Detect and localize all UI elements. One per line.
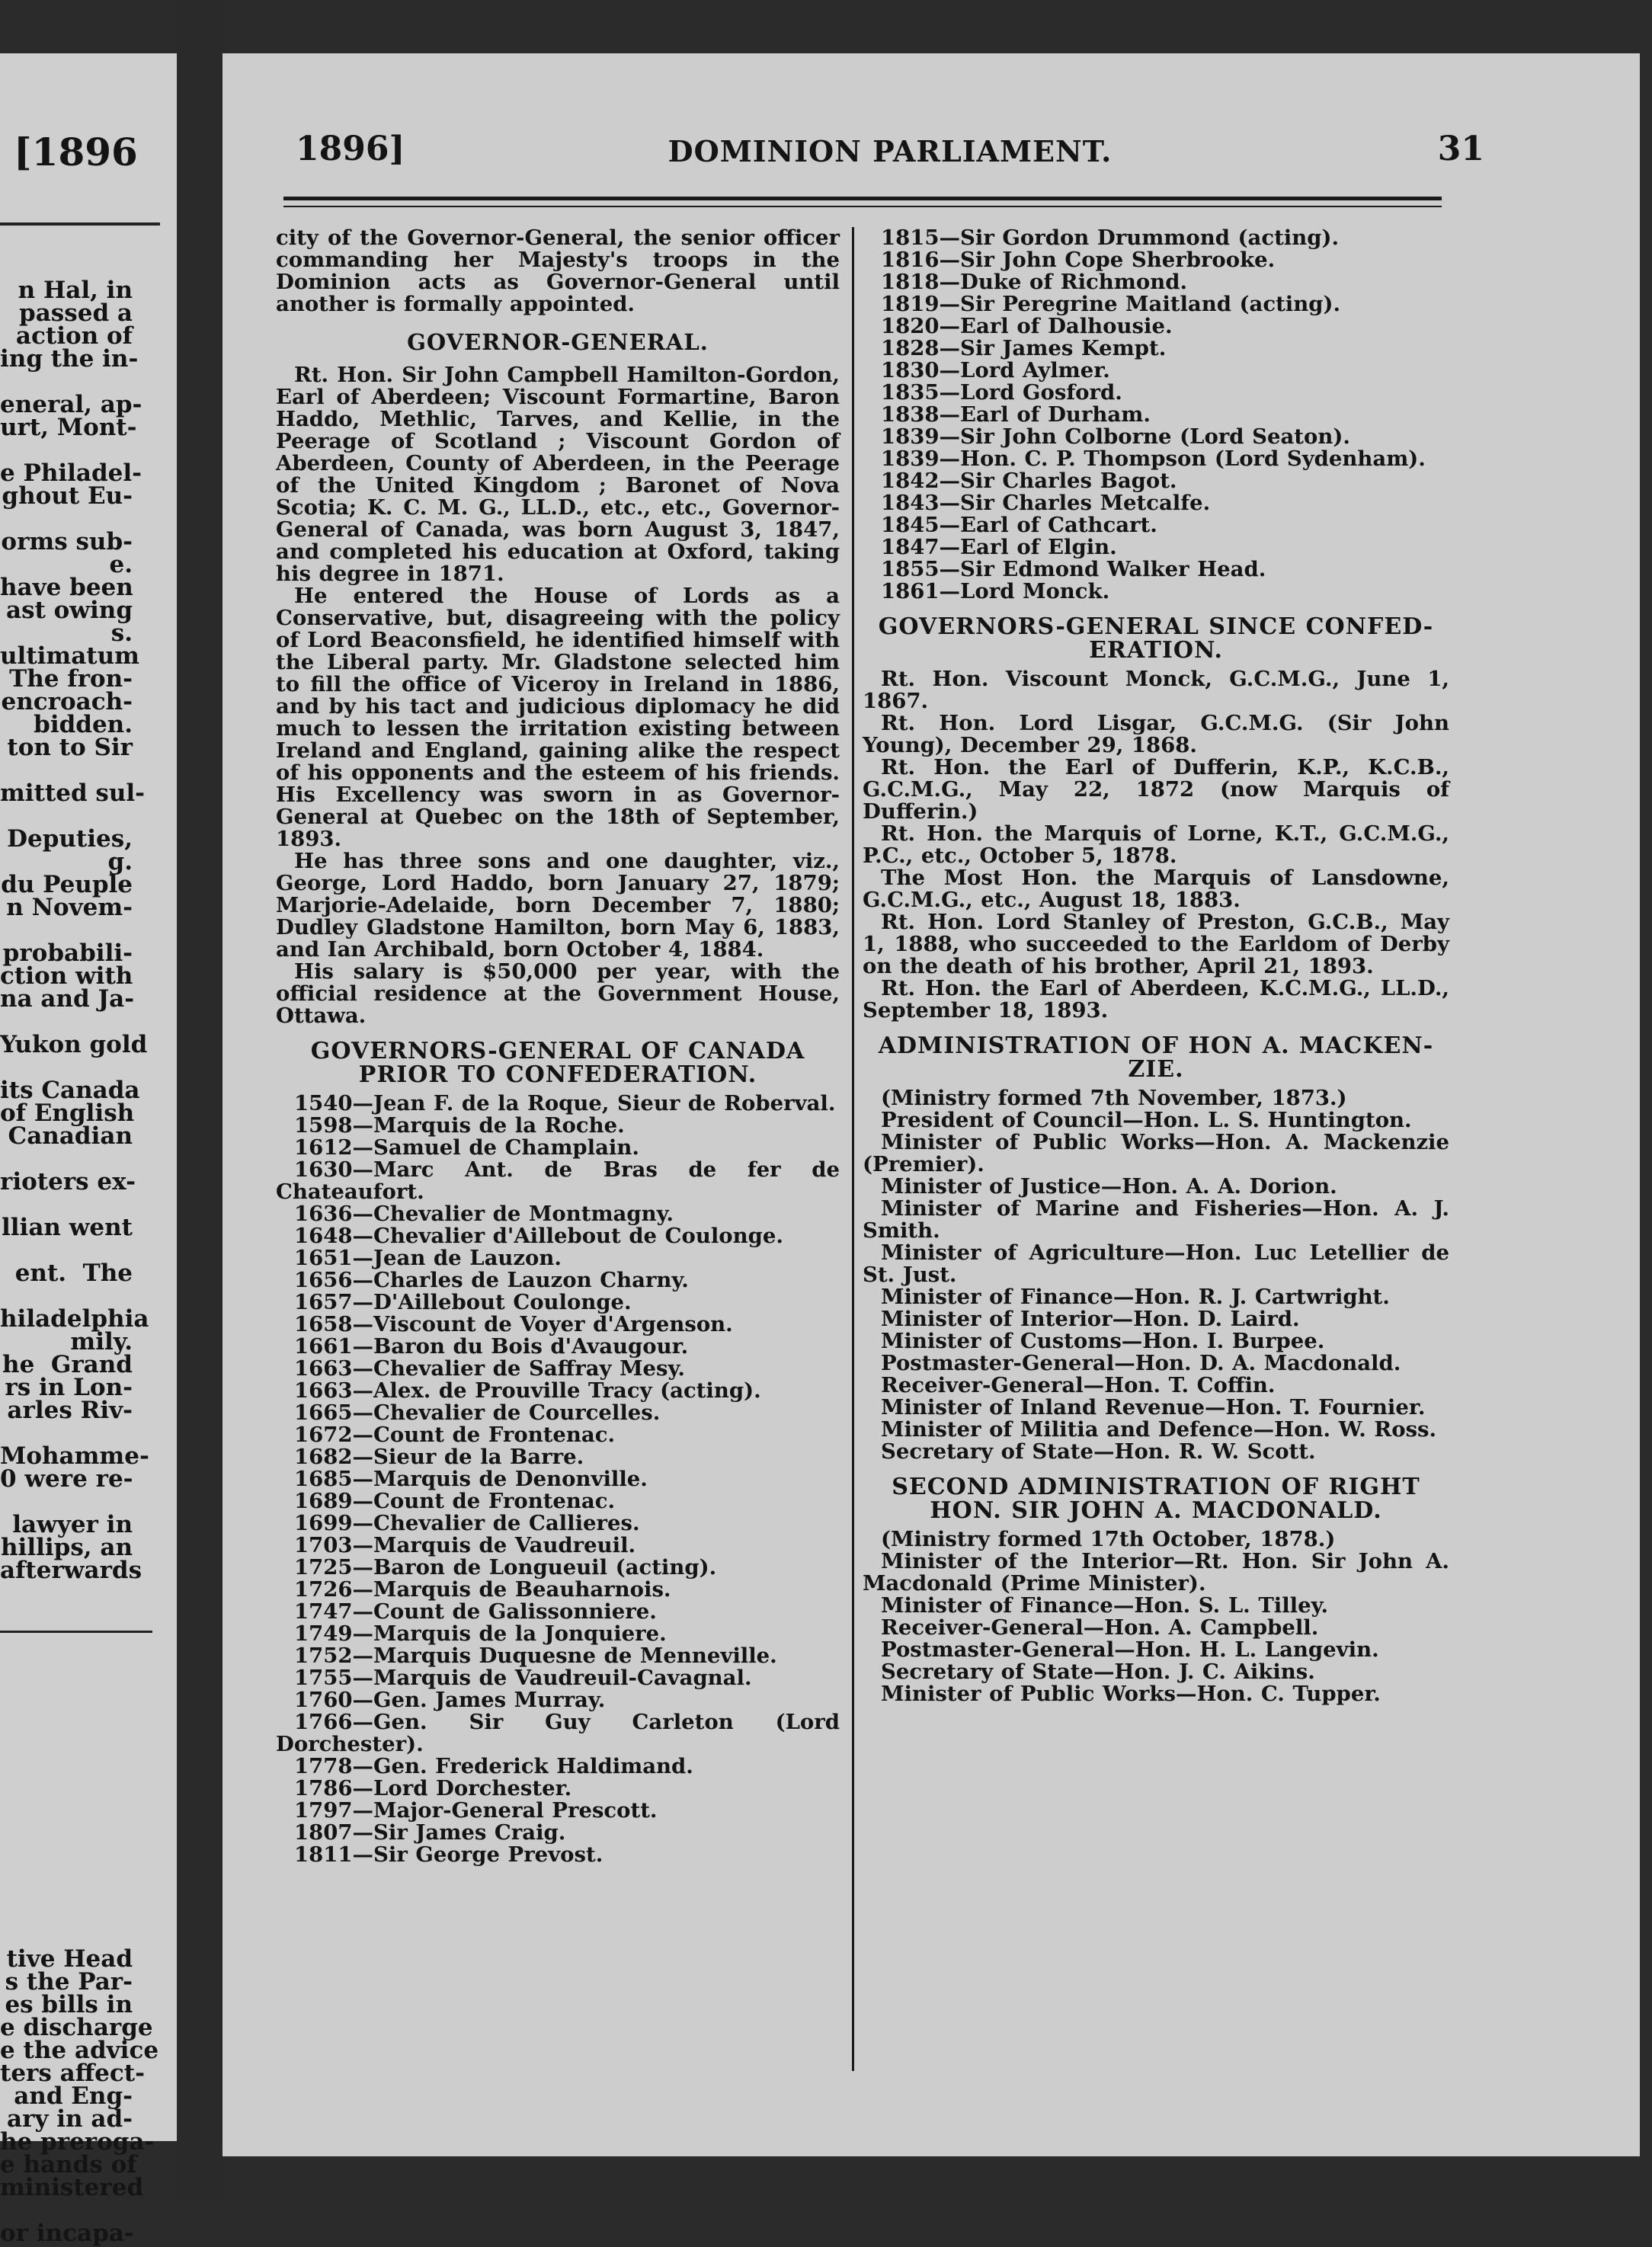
list-item: 1760—Gen. James Murray. xyxy=(294,1688,606,1712)
list-item: 1747—Count de Galissonniere. xyxy=(294,1599,657,1624)
bio-paragraph-3: He has three sons and one daughter, viz., George, Lord Haddo, born January 27, 1879; Marjorie-Adelaide, born December 7, 1880; Dudley Gladstone Hamilton, born May 6, 1883, and Ian Archibald, born October 4, 1884. xyxy=(276,849,840,962)
left-page-line: rs in Lon- xyxy=(5,1374,133,1401)
left-page-line xyxy=(0,439,133,462)
left-page-line: es bills in xyxy=(5,1991,133,2018)
since-heading xyxy=(863,615,1449,662)
list-item: 1663—Chevalier de Saffray Mesy. xyxy=(294,1356,685,1381)
list-item: 1651—Jean de Lauzon. xyxy=(294,1246,562,1270)
left-page-line: hiladelphia xyxy=(0,1305,149,1333)
gg-heading: GOVERNOR-GENERAL. xyxy=(407,329,709,355)
left-page-line: encroach- xyxy=(1,688,133,715)
list-item: Rt. Hon. the Marquis of Lorne, K.T., G.C.M.G., P.C., etc., October 5, 1878. xyxy=(863,821,1449,868)
left-page-line: s. xyxy=(110,619,133,647)
list-item: Secretary of State—Hon. J. C. Aikins. xyxy=(881,1660,1315,1684)
left-page-line: he Grand xyxy=(2,1351,133,1378)
list-item: Rt. Hon. the Earl of Aberdeen, K.C.M.G., LL.D., September 18, 1893. xyxy=(863,976,1449,1023)
book-gutter xyxy=(177,0,223,2201)
left-page-line: g. xyxy=(107,848,133,875)
list-item: 1682—Sieur de la Barre. xyxy=(294,1445,584,1469)
left-page-line: eneral, ap- xyxy=(0,391,142,418)
left-page-header: [1896 xyxy=(14,130,138,174)
left-page-line: ministered xyxy=(0,2174,144,2201)
header-rule xyxy=(283,197,1442,200)
list-item: 1839—Sir John Colborne (Lord Seaton). xyxy=(881,424,1350,449)
left-page-line: mily. xyxy=(70,1328,133,1356)
list-item: 1636—Chevalier de Montmagny. xyxy=(294,1202,674,1226)
list-item: 1838—Earl of Durham. xyxy=(881,402,1151,427)
left-page-line: urt, Mont- xyxy=(0,414,137,441)
left-page-line: probabili- xyxy=(2,939,133,967)
list-item: 1540—Jean F. de la Roque, Sieur de Roberval. xyxy=(294,1091,836,1115)
list-item: Minister of Finance—Hon. S. L. Tilley. xyxy=(881,1593,1329,1618)
list-item: Minister of Militia and Defence—Hon. W. Ross. xyxy=(881,1417,1437,1442)
left-page-line: 0 were re- xyxy=(0,1465,133,1493)
left-page-line xyxy=(0,1856,133,1879)
prior-heading-line-2: PRIOR TO CONFEDERATION. xyxy=(358,1061,757,1088)
mackenzie-heading xyxy=(863,1034,1449,1081)
list-item: Minister of Public Works—Hon. C. Tupper. xyxy=(881,1682,1381,1706)
list-item: 1842—Sir Charles Bagot. xyxy=(881,469,1177,493)
left-page-line: rioters ex- xyxy=(0,1168,136,1196)
list-item: Minister of the Interior—Rt. Hon. Sir John A. Macdonald (Prime Minister). xyxy=(863,1549,1449,1596)
left-page-line: ast owing xyxy=(5,597,133,624)
intro-paragraph: city of the Governor-General, the senior officer commanding her Majesty's troops in the Dominion acts as Governor-General until another is formally appointed. xyxy=(276,226,840,316)
list-item: President of Council—Hon. L. S. Huntington. xyxy=(881,1108,1412,1132)
left-page-line: lawyer in xyxy=(12,1511,133,1538)
left-page-line: have been xyxy=(0,574,133,601)
list-item: 1665—Chevalier de Courcelles. xyxy=(294,1400,661,1425)
column-right xyxy=(863,227,1449,1705)
list-item: 1843—Sir Charles Metcalfe. xyxy=(881,491,1211,515)
left-page-line: e discharge xyxy=(0,2014,153,2041)
left-page-line: s the Par- xyxy=(5,1968,133,1996)
list-item: 1755—Marquis de Vaudreuil-Cavagnal. xyxy=(294,1666,752,1690)
left-page-line xyxy=(0,1719,133,1742)
left-page-line xyxy=(0,1810,133,1833)
since-heading-line-1: GOVERNORS-GENERAL SINCE CONFED- xyxy=(878,613,1434,640)
prior-heading xyxy=(276,1039,840,1087)
left-page-line: llian went xyxy=(1,1214,133,1241)
list-item: 1807—Sir James Craig. xyxy=(294,1820,566,1845)
left-page-line: ters affect- xyxy=(0,2060,145,2087)
list-item: Receiver-General—Hon. T. Coffin. xyxy=(881,1373,1276,1397)
left-page-line: ultimatum xyxy=(0,642,139,670)
macdonald-heading xyxy=(863,1475,1449,1522)
left-page-line: he preroga- xyxy=(0,2128,155,2156)
left-page-line xyxy=(0,759,133,782)
left-page-line xyxy=(0,1582,133,1605)
left-page-section-rule xyxy=(0,1631,152,1633)
list-item: 1672—Count de Frontenac. xyxy=(294,1423,616,1447)
left-page-line: ary in ad- xyxy=(7,2105,133,2133)
running-header xyxy=(296,130,1484,183)
header-year: 1896] xyxy=(296,130,405,168)
mackenzie-heading-line-2: ZIE. xyxy=(1128,1056,1184,1083)
book-page xyxy=(223,53,1640,2156)
left-page-line: Canadian xyxy=(8,1122,133,1150)
list-item: 1725—Baron de Longueuil (acting). xyxy=(294,1555,717,1580)
left-page-line xyxy=(0,1239,133,1262)
list-item: 1811—Sir George Prevost. xyxy=(294,1842,603,1867)
macdonald-ministry-list xyxy=(863,1551,1449,1705)
left-page-line xyxy=(0,370,133,393)
left-page-rule xyxy=(0,222,160,226)
left-page-line xyxy=(0,1148,133,1170)
list-item: 1663—Alex. de Prouville Tracy (acting). xyxy=(294,1378,761,1403)
left-page-fragment xyxy=(0,53,177,2247)
left-page-line: and Eng- xyxy=(14,2082,133,2110)
left-page-line xyxy=(0,2199,133,2222)
left-page-line xyxy=(0,1490,133,1513)
list-item: Minister of Interior—Hon. D. Laird. xyxy=(881,1307,1300,1331)
list-item: 1598—Marquis de la Roche. xyxy=(294,1113,625,1138)
list-item: Postmaster-General—Hon. H. L. Langevin. xyxy=(881,1637,1379,1662)
left-page-line: hillips, an xyxy=(1,1534,133,1561)
left-page-line xyxy=(0,1605,133,1628)
left-page-line: Mohamme- xyxy=(0,1442,149,1470)
bio-paragraph-4: His salary is $50,000 per year, with the official residence at the Government House, Ottawa. xyxy=(276,959,840,1028)
macdonald-heading-line-1: SECOND ADMINISTRATION OF RIGHT xyxy=(892,1474,1420,1500)
left-page-line: mitted sul- xyxy=(0,779,146,807)
mackenzie-heading-line-1: ADMINISTRATION OF HON A. MACKEN- xyxy=(878,1032,1434,1059)
list-item: 1648—Chevalier d'Aillebout de Coulonge. xyxy=(294,1224,783,1248)
left-page-line: The fron- xyxy=(9,665,133,693)
page-number: 31 xyxy=(1437,130,1484,168)
list-item: 1658—Viscount de Voyer d'Argenson. xyxy=(294,1312,733,1336)
left-page-line: passed a xyxy=(19,299,133,327)
list-item: 1766—Gen. Sir Guy Carleton (Lord Dorchester). xyxy=(276,1710,840,1756)
header-title: DOMINION PARLIAMENT. xyxy=(668,134,1113,168)
list-item: Minister of Inland Revenue—Hon. T. Fournier. xyxy=(881,1395,1426,1420)
left-page-line xyxy=(0,1925,133,1948)
left-page-line xyxy=(0,1788,133,1810)
left-page-line xyxy=(0,1879,133,1902)
left-page-line: its Canada xyxy=(0,1077,140,1104)
list-item: Rt. Hon. Viscount Monck, G.C.M.G., June 1, 1867. xyxy=(863,667,1449,713)
list-item: 1845—Earl of Cathcart. xyxy=(881,513,1157,537)
left-page-line: Deputies, xyxy=(7,825,133,853)
left-page-line xyxy=(0,1696,133,1719)
left-page-line: ent. The xyxy=(14,1260,133,1287)
left-page-line xyxy=(0,1673,133,1696)
left-page-line xyxy=(0,805,133,827)
left-page-line: e Philadel- xyxy=(0,459,142,487)
list-item: Rt. Hon. Lord Stanley of Preston, G.C.B., May 1, 1888, who succeeded to the Earldom of Derby on the death of his brother, April 21, 1893. xyxy=(863,910,1449,978)
header-rule-thin xyxy=(283,206,1442,207)
list-item: 1749—Marquis de la Jonquiere. xyxy=(294,1621,667,1646)
list-item: Minister of Marine and Fisheries—Hon. A. J. Smith. xyxy=(863,1196,1449,1243)
list-item: 1726—Marquis de Beauharnois. xyxy=(294,1577,671,1602)
left-page-line: n Novem- xyxy=(6,894,133,921)
list-item: Minister of Customs—Hon. I. Burpee. xyxy=(881,1329,1325,1353)
list-item: 1752—Marquis Duquesne de Menneville. xyxy=(294,1644,777,1668)
left-page-line xyxy=(0,1742,133,1765)
list-item: 1657—D'Aillebout Coulonge. xyxy=(294,1290,632,1314)
mackenzie-formed: (Ministry formed 7th November, 1873.) xyxy=(881,1086,1347,1110)
list-item: 1797—Major-General Prescott. xyxy=(294,1798,658,1823)
left-page-line: ghout Eu- xyxy=(2,482,133,510)
list-item: 1661—Baron du Bois d'Avaugour. xyxy=(294,1334,689,1359)
list-item: Secretary of State—Hon. R. W. Scott. xyxy=(881,1439,1316,1464)
list-item: Rt. Hon. the Earl of Dufferin, K.P., K.C.B., G.C.M.G., May 22, 1872 (now Marquis of Dufferin.) xyxy=(863,755,1449,824)
list-item: Receiver-General—Hon. A. Campbell. xyxy=(881,1615,1319,1640)
left-page-line: e the advice xyxy=(0,2037,159,2064)
left-page-line: action of xyxy=(15,322,133,350)
left-page-line: Yukon gold xyxy=(0,1031,148,1058)
list-item: Rt. Hon. Lord Lisgar, G.C.M.G. (Sir John Young), December 29, 1868. xyxy=(863,711,1449,757)
left-page-line: of English xyxy=(0,1099,135,1127)
left-page-line xyxy=(0,1833,133,1856)
list-item: Postmaster-General—Hon. D. A. Macdonald. xyxy=(881,1351,1401,1375)
left-page-line: ing the in- xyxy=(0,345,139,373)
list-item: 1630—Marc Ant. de Bras de fer de Chateaufort. xyxy=(276,1157,840,1204)
left-page-text xyxy=(0,279,177,2245)
list-item: Minister of Public Works—Hon. A. Mackenzie (Premier). xyxy=(863,1130,1449,1176)
left-page-line xyxy=(0,1765,133,1788)
macdonald-heading-line-2: HON. SIR JOHN A. MACDONALD. xyxy=(930,1497,1382,1524)
mackenzie-ministry-list xyxy=(863,1109,1449,1463)
list-item: Minister of Finance—Hon. R. J. Cartwright. xyxy=(881,1285,1390,1309)
prior-governors-list xyxy=(276,1093,840,1866)
list-item: 1839—Hon. C. P. Thompson (Lord Sydenham). xyxy=(881,447,1426,471)
left-page-line: bidden. xyxy=(34,711,133,738)
left-page-line: n Hal, in xyxy=(18,277,133,304)
list-item: 1830—Lord Aylmer. xyxy=(881,358,1110,383)
left-page-line: e hands of xyxy=(0,2151,137,2178)
list-item: 1855—Sir Edmond Walker Head. xyxy=(881,557,1266,581)
left-page-line xyxy=(0,919,133,942)
left-page-line: na and Ja- xyxy=(0,985,135,1013)
list-item: 1778—Gen. Frederick Haldimand. xyxy=(294,1754,693,1778)
left-page-line: or incapa- xyxy=(0,2220,134,2247)
list-item: 1820—Earl of Dalhousie. xyxy=(881,314,1173,338)
left-page-line xyxy=(0,1010,133,1033)
list-item: 1847—Earl of Elgin. xyxy=(881,535,1117,559)
list-item: 1815—Sir Gordon Drummond (acting). xyxy=(881,226,1340,250)
left-page-line: tive Head xyxy=(6,1945,133,1973)
list-item: 1816—Sir John Cope Sherbrooke. xyxy=(881,248,1276,272)
list-item: The Most Hon. the Marquis of Lansdowne, G.C.M.G., etc., August 18, 1883. xyxy=(863,866,1449,912)
bio-paragraph-2: He entered the House of Lords as a Conservative, but, disagreeing with the policy of Lord Beaconsfield, he identified himself with the Liberal party. Mr. Gladstone selected him to fill the office of Viceroy in Ireland in 1886, and by his tact and judicious diplomacy he did much to lessen the irritation existing between Ireland and England, gaining alike the respect of his opponents and the esteem of his friends. His Excellency was sworn in as Governor-General at Quebec on the 18th of September, 1893. xyxy=(276,584,840,851)
left-page-line: ction with xyxy=(0,962,133,990)
bio-paragraph-1: Rt. Hon. Sir John Campbell Hamilton-Gordon, Earl of Aberdeen; Viscount Formartine, Baron Haddo, Methlic, Tarves, and Kellie, in the Peerage of Scotland ; Viscount Gordon of Aberdeen, County of Aberdeen, in the Peerage of the United Kingdom ; Baronet of Nova Scotia; K. C. M. G., LL.D., etc., etc., Governor-General of Canada, was born August 3, 1847, and completed his education at Oxford, taking his degree in 1871. xyxy=(276,363,840,586)
list-item: 1786—Lord Dorchester. xyxy=(294,1776,572,1800)
prior-heading-line-1: GOVERNORS-GENERAL OF CANADA xyxy=(310,1038,805,1064)
left-page-line xyxy=(0,1056,133,1079)
list-item: 1689—Count de Frontenac. xyxy=(294,1489,616,1513)
list-item: 1835—Lord Gosford. xyxy=(881,380,1122,405)
list-item: 1828—Sir James Kempt. xyxy=(881,336,1167,360)
list-item: 1612—Samuel de Champlain. xyxy=(294,1135,639,1160)
column-divider xyxy=(852,227,854,2071)
left-page-line xyxy=(0,1902,133,1925)
left-page-line: ton to Sir xyxy=(7,734,133,761)
left-page-line: e. xyxy=(109,551,133,578)
list-item: 1818—Duke of Richmond. xyxy=(881,270,1188,294)
list-item: 1703—Marquis de Vaudreuil. xyxy=(294,1533,636,1557)
list-item: 1685—Marquis de Denonville. xyxy=(294,1467,648,1491)
left-page-line: orms sub- xyxy=(1,528,133,555)
prior-governors-list-continued xyxy=(863,227,1449,603)
list-item: Minister of Justice—Hon. A. A. Dorion. xyxy=(881,1174,1337,1199)
left-page-line xyxy=(0,1650,133,1673)
list-item: 1699—Chevalier de Callieres. xyxy=(294,1511,640,1535)
left-page-line: arles Riv- xyxy=(7,1397,133,1424)
left-page-line xyxy=(0,1193,133,1216)
left-page-line: afterwards xyxy=(0,1557,142,1584)
since-confederation-list xyxy=(863,668,1449,1022)
left-page-line xyxy=(0,507,133,530)
column-left xyxy=(276,227,840,1866)
list-item: 1819—Sir Peregrine Maitland (acting). xyxy=(881,292,1341,316)
left-page-line xyxy=(0,1285,133,1308)
list-item: 1656—Charles de Lauzon Charny. xyxy=(294,1268,689,1292)
list-item: Minister of Agriculture—Hon. Luc Letellier de St. Just. xyxy=(863,1240,1449,1287)
macdonald-formed: (Ministry formed 17th October, 1878.) xyxy=(881,1527,1336,1551)
left-page-line xyxy=(0,1422,133,1445)
since-heading-line-2: ERATION. xyxy=(1089,637,1223,664)
left-page-line: du Peuple xyxy=(1,871,133,898)
list-item: 1861—Lord Monck. xyxy=(881,579,1110,603)
